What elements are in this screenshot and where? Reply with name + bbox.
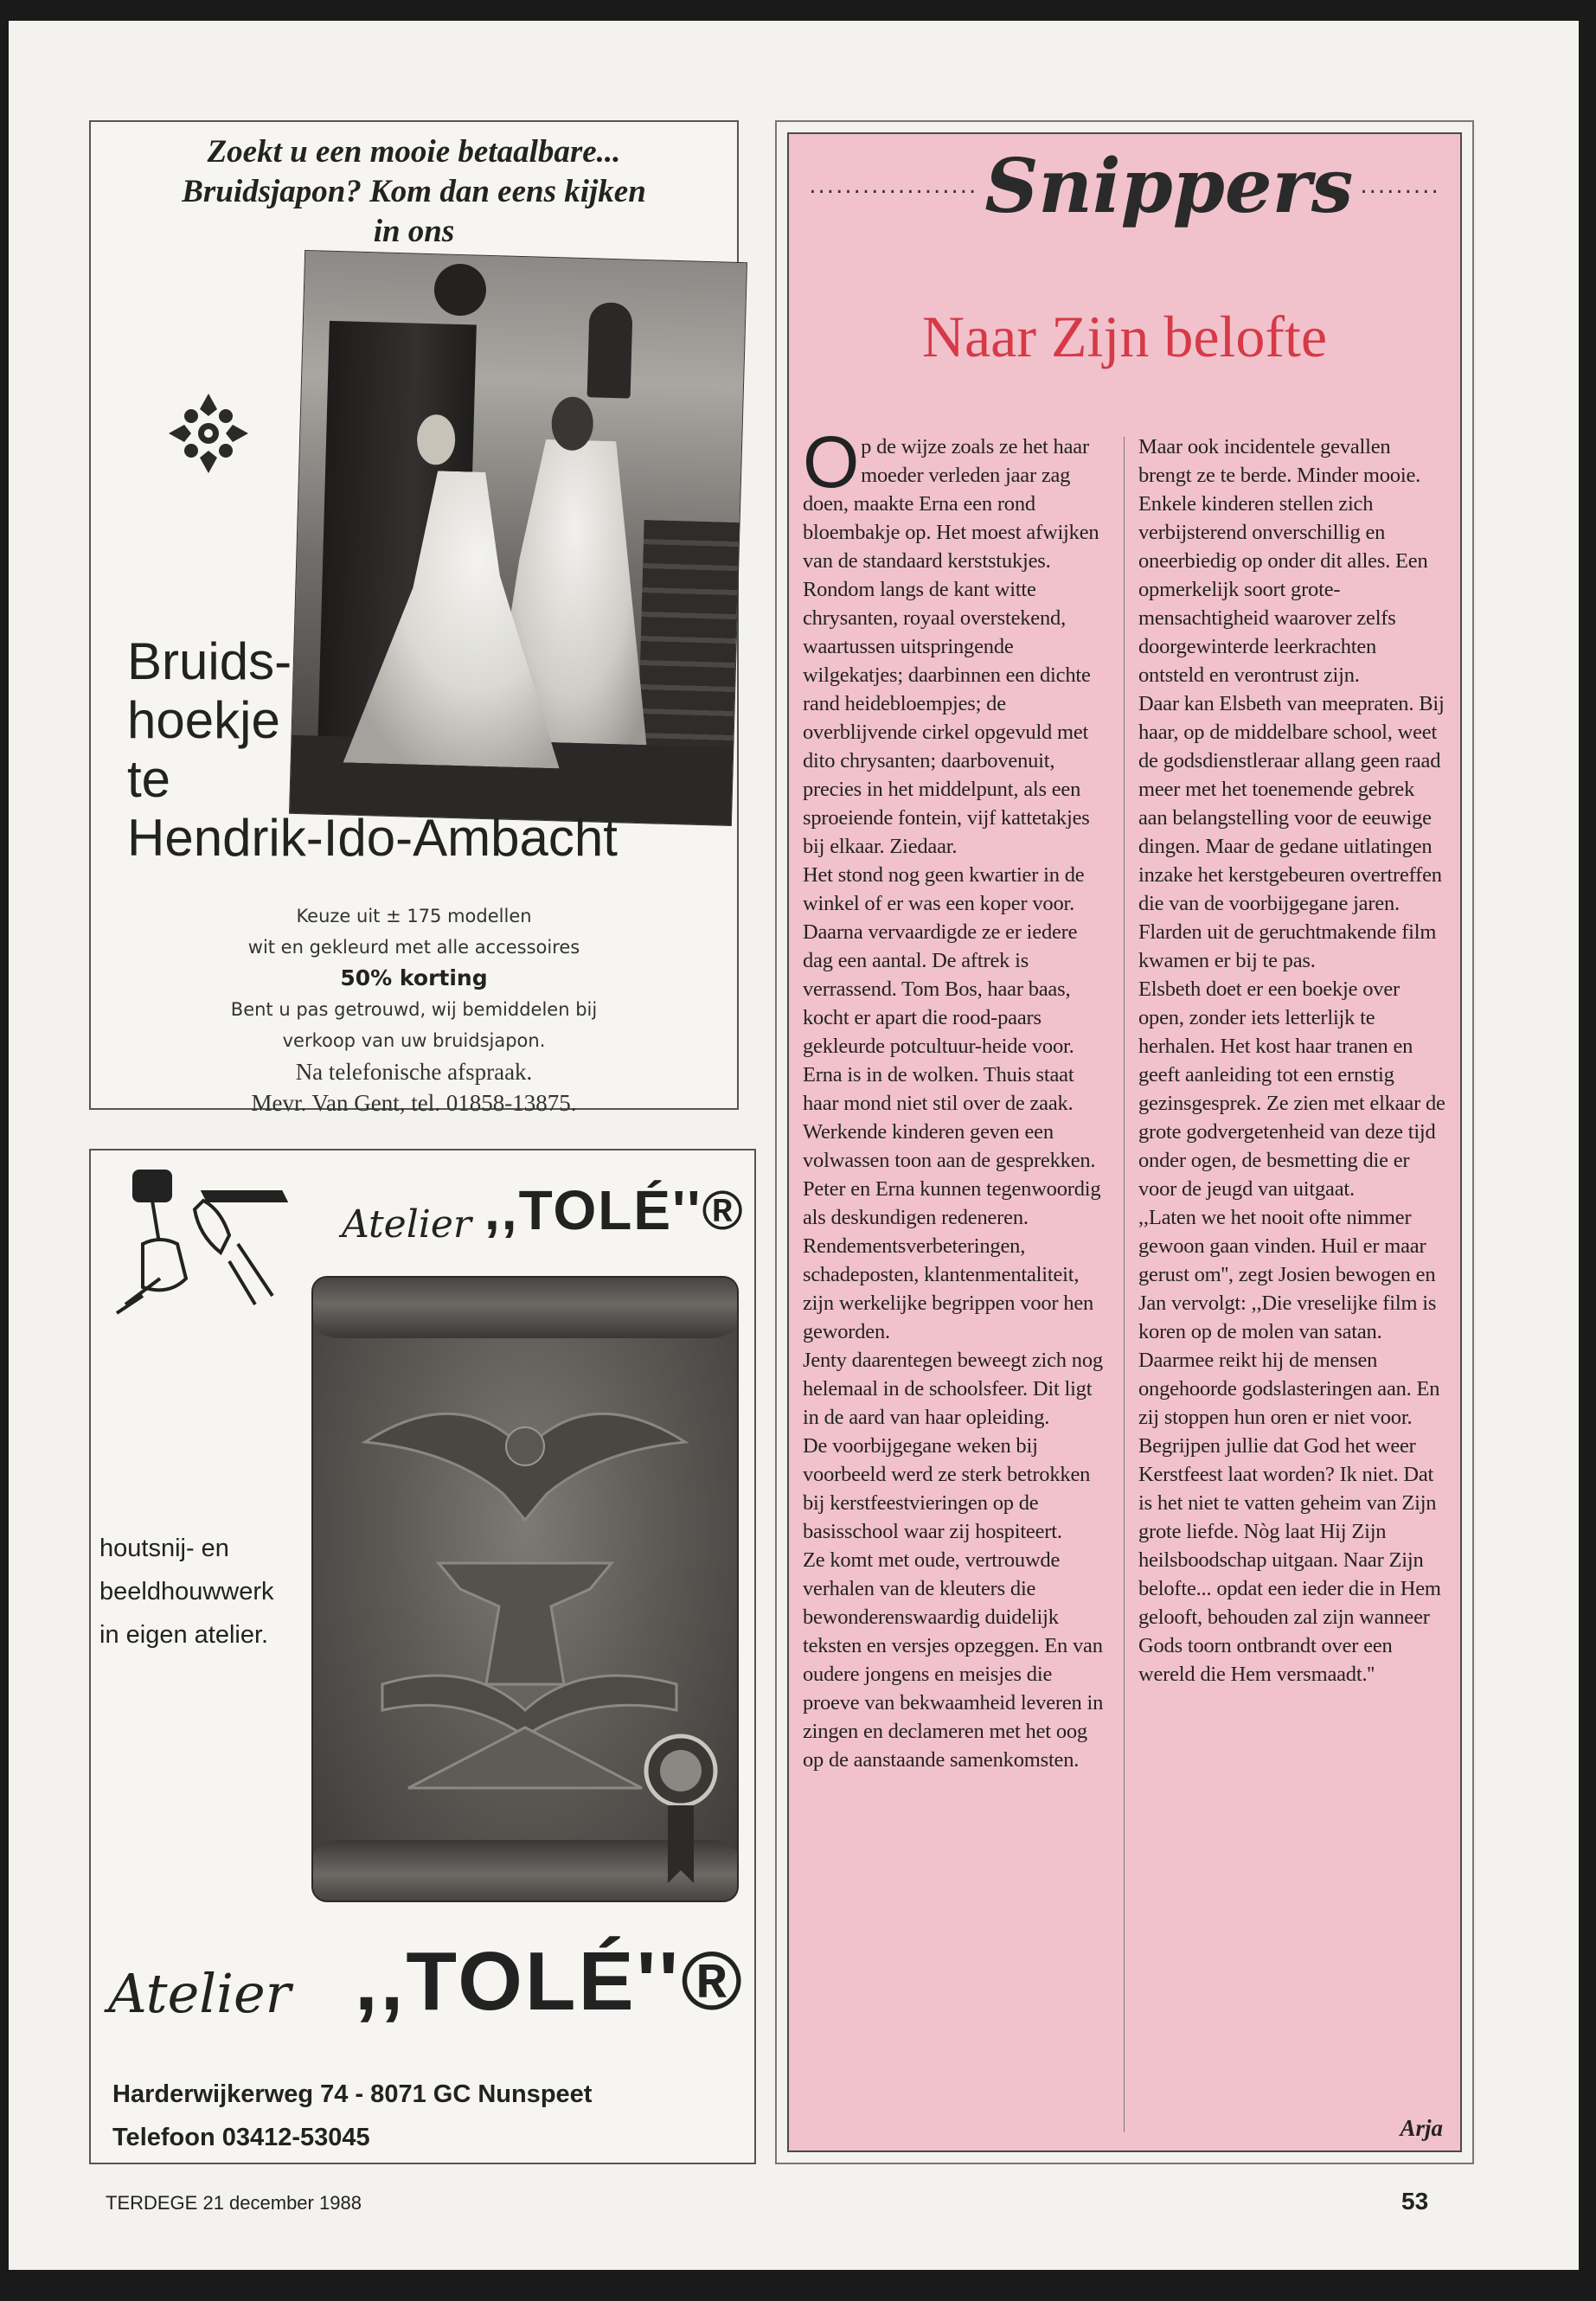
side-line: beeldhouwwerk [99,1578,274,1606]
atelier-address: Harderwijkerweg 74 - 8071 GC Nunspeet [112,2080,593,2108]
bridal-big-line: hoekje [127,691,280,749]
atelier-logo-bottom [108,1929,748,2033]
snippers-box [787,132,1462,2152]
paragraph: ,,Laten we het nooit ofte nimmer gewoon gaan vinden. Huil er maar gerust om'', zegt Josien bewogen en Jan vervolgt: ,,Die vreselijke film is koren op de molen van satan. Daarmee reikt hij de mensen ongehoorde godslasteringen aan. En zij stoppen hun oren er niet voor. [1138,1206,1440,1429]
bridal-big-line: Hendrik-Ido-Ambacht [127,809,618,867]
atelier-script: Atelier [108,1962,292,2025]
paragraph-text: p de wijze zoals ze het haar moeder verleden jaar zag doen, maakte Erna een rond bloembakje op. Het moest afwijken van de standaard kerststukjes. Rondom langs de kant witte chrysanten, royaal overstekend, waartussen uitspringende wilgekatjes; daarbinnen een dichte rand heidebloempjes; de overblijvende cirkel opgevuld met dito chrysanten; daarbovenuit, precies in het middelpunt, als een sproeiende fontein, vijf kattetakjes bij elkaar. Ziedaar. [803,435,1099,858]
paragraph: Jenty daarentegen beweegt zich nog helemaal in de schoolsfeer. Dit ligt in de aard van haar opleiding. [803,1349,1103,1429]
ornament-icon [165,390,252,477]
detail-line: verkoop van uw bruidsjapon. [282,1030,546,1051]
article-title: Naar Zijn belofte [921,304,1328,369]
atelier-contact [112,2073,592,2159]
atelier-phone: Telefoon 03412-53045 [112,2124,370,2151]
paragraph: Elsbeth doet er een boekje over open, zonder iets letterlijk te herhalen. Het kost haar tranen en geeft aanleiding tot een ernstig gezinsgesprek. Ze zien met elkaar de grote godvergetenheid van deze tijd onder ogen, de besmetting die er voor de jeugd van uitgaat. [1138,977,1445,1201]
atelier-brand: ,,TOLÉ''® [355,1935,745,2028]
masthead-title: Snippers [984,143,1354,230]
bridal-ad [89,120,739,1116]
page-number: 53 [1401,2188,1429,2214]
drop-cap: O [803,421,860,503]
footer-publication: TERDEGE 21 december 1988 [106,2192,362,2214]
masthead-dots: ......... [1360,173,1440,199]
paragraph: Het stond nog geen kwartier in de winkel of er was een koper voor. Daarna vervaardigde ze er iedere dag een aantal. De aftrek is verrassend. Tom Bos, haar baas, kocht er apart die rood-paars gekleurde potcultuur-heide voor. [803,863,1085,1058]
paragraph: De voorbijgegane weken bij voorbeeld werd ze sterk betrokken bij kerstfeestvieringen op de basisschool waar zij hospiteert. [803,1434,1091,1543]
woodcarving-tools-icon [108,1166,307,1348]
detail-line: wit en gekleurd met alle accessoires [247,937,580,958]
atelier-ad [89,1149,756,2164]
magazine-page [9,21,1579,2270]
paragraph: Maar ook incidentele gevallen brengt ze te berde. Minder mooie. Enkele kinderen stellen zich verbijsterend onverschillig en oneerbiedig op onder dit alles. Een opmerkelijk soort grote-mensachtigheid waarover zelfs doorgewinterde leerkrachten ontsteld en verontrust zijn. [1138,435,1428,687]
bridal-ad-headline [91,132,737,252]
discount-text: 50% korting [340,965,488,990]
headline-line: Bruidsjapon? Kom dan eens kijken [182,174,646,209]
atelier-script: Atelier [342,1202,471,1247]
author-signature: Arja [1400,2115,1443,2141]
bridal-big-line: te [127,750,171,808]
detail-line: Bent u pas getrouwd, wij bemiddelen bij [230,999,598,1020]
detail-line: Mevr. Van Gent, tel. 01858-13875. [251,1090,577,1116]
atelier-logo-top [342,1168,748,1254]
masthead-dots: ................... [809,173,978,199]
headline-line: Zoekt u een mooie betaalbare... [207,134,621,170]
article-column-2 [1138,433,1445,1689]
side-line: in eigen atelier. [99,1621,269,1649]
paragraph: Daar kan Elsbeth van meepraten. Bij haar, op de middelbare school, weet de godsdienstleraar allang geen raad meer met het toenemende gebrek aan belangstelling voor de eeuwige dingen. Maar de gedane uitlatingen inzake het kerstgebeuren overtreffen die van de voorbijgegane jaren. Flarden uit de geruchtmakende film kwamen er bij te pas. [1138,692,1445,972]
detail-line: Na telefonische afspraak. [295,1059,533,1085]
detail-line: Keuze uit ± 175 modellen [296,906,532,926]
paragraph: Erna is in de wolken. Thuis staat haar mond niet stil over de zaak. Werkende kinderen geven een volwassen toon aan de gesprekken. Peter en Erna kunnen tegenwoordig als deskundigen redeneren. Rendementsverbeteringen, schadeposten, klantenmentaliteit, zijn werkelijke begrippen voor hen geworden. [803,1063,1101,1343]
bridal-details [91,901,737,1118]
paragraph: Ze komt met oude, vertrouwde verhalen van de kleuters die bewonderenswaardig duidelijk teksten en versjes opzeggen. En van oudere jongens en meisjes die proeve van bekwaamheid leveren in zingen en declameren met het oog op de aanstaande samenkomsten. [803,1548,1104,1772]
column-divider [1124,437,1125,2132]
snippers-masthead [789,143,1460,238]
side-line: houtsnij- en [99,1535,229,1562]
atelier-side-text [99,1527,274,1657]
paragraph [803,421,1110,861]
paragraph: Begrijpen jullie dat God het weer Kerstfeest laat worden? Ik niet. Dat is het niet te vatten geheim van Zijn grote liefde. Nòg laat Hij Zijn heilsboodschap uitgaan. Naar Zijn belofte... opdat een ieder die in Hem gelooft, behouden zal zijn wanneer Gods toorn ontbrandt over een wereld die Hem versmaadt.'' [1138,1434,1441,1686]
snippers-column-frame [775,120,1474,2164]
article-column-1 [803,421,1110,1774]
headline-line: in ons [373,214,455,249]
bridal-big-line: Bruids- [127,632,292,690]
woodcarving-relief-photo [311,1276,739,1902]
atelier-brand: ,,TOLÉ''® [484,1179,745,1241]
